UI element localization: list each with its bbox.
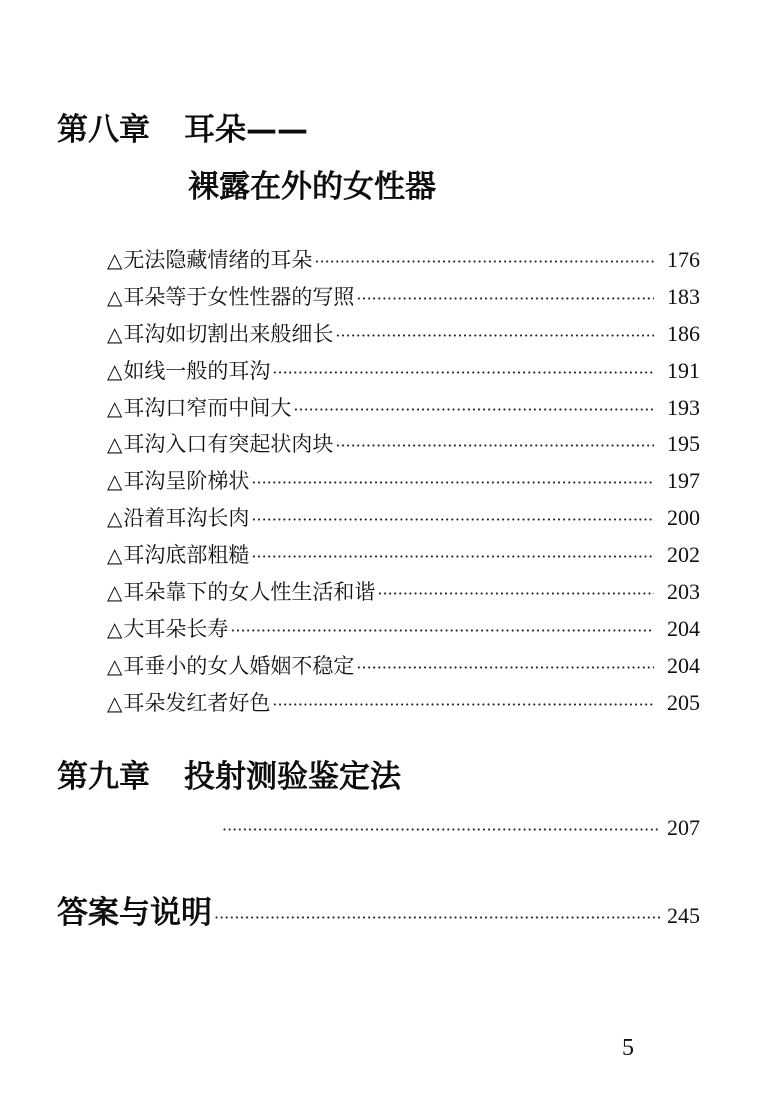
dot-leader bbox=[251, 547, 654, 566]
dot-leader bbox=[251, 510, 654, 529]
chapter-8-entries bbox=[107, 244, 700, 724]
dot-leader bbox=[230, 621, 654, 640]
answers-page-number: 245 bbox=[667, 903, 700, 928]
chapter-8-title-line1: 耳朵—— bbox=[184, 112, 308, 148]
entry-title: 如线一般的耳沟 bbox=[123, 358, 271, 383]
entry-page-number: 197 bbox=[667, 468, 700, 494]
toc-entry bbox=[107, 539, 700, 576]
chapter-8-title-line2: 裸露在外的女性器 bbox=[188, 169, 436, 205]
page-folio: 5 bbox=[622, 1035, 634, 1061]
chapter-8-label: 第八章 bbox=[57, 112, 150, 148]
toc-entry bbox=[107, 613, 700, 650]
triangle-marker-icon: △ bbox=[107, 616, 123, 641]
entry-title: 无法隐藏情绪的耳朵 bbox=[123, 248, 313, 272]
entry-page-number: 191 bbox=[667, 357, 700, 383]
triangle-marker-icon: △ bbox=[107, 653, 123, 678]
triangle-marker-icon: △ bbox=[107, 506, 123, 531]
entry-title: 耳沟口窄而中间大 bbox=[123, 395, 292, 420]
entry-title: 耳朵等于女性性器的写照 bbox=[123, 284, 355, 309]
dot-leader bbox=[377, 584, 654, 603]
chapter-9-entry bbox=[222, 815, 700, 841]
triangle-marker-icon: △ bbox=[107, 543, 123, 568]
toc-entry bbox=[107, 650, 700, 687]
entry-title: 耳朵发红者好色 bbox=[123, 690, 271, 715]
dot-leader bbox=[356, 658, 654, 677]
triangle-marker-icon: △ bbox=[107, 432, 123, 457]
entry-page-number: 195 bbox=[667, 431, 700, 457]
dot-leader bbox=[222, 820, 660, 839]
chapter-9-page-number: 207 bbox=[667, 815, 700, 840]
entry-title: 耳沟底部粗糙 bbox=[123, 543, 250, 568]
entry-page-number: 183 bbox=[667, 283, 700, 309]
entry-title: 耳朵靠下的女人性生活和谐 bbox=[123, 580, 376, 605]
entry-page-number: 200 bbox=[667, 505, 700, 531]
triangle-marker-icon: △ bbox=[107, 284, 123, 309]
dot-leader bbox=[314, 252, 654, 271]
dot-leader bbox=[293, 400, 654, 419]
dot-leader bbox=[251, 473, 654, 492]
triangle-marker-icon: △ bbox=[107, 248, 123, 272]
chapter-9-heading bbox=[57, 757, 401, 797]
dot-leader bbox=[272, 363, 654, 382]
entry-title: 大耳朵长寿 bbox=[123, 616, 229, 641]
entry-title: 耳沟如切割出来般细长 bbox=[123, 321, 334, 346]
triangle-marker-icon: △ bbox=[107, 580, 123, 605]
triangle-marker-icon: △ bbox=[107, 469, 123, 494]
toc-entry bbox=[107, 318, 700, 355]
toc-entry bbox=[107, 355, 700, 392]
toc-entry bbox=[107, 281, 700, 318]
answers-title: 答案与说明 bbox=[57, 895, 212, 931]
entry-title: 耳垂小的女人婚姻不稳定 bbox=[123, 653, 355, 678]
dot-leader bbox=[214, 908, 660, 927]
dot-leader bbox=[335, 326, 654, 345]
entry-page-number: 204 bbox=[667, 652, 700, 678]
triangle-marker-icon: △ bbox=[107, 395, 123, 420]
entry-page-number: 176 bbox=[667, 247, 700, 272]
entry-title: 耳沟呈阶梯状 bbox=[123, 469, 250, 494]
dot-leader bbox=[272, 695, 654, 714]
entry-page-number: 202 bbox=[667, 542, 700, 568]
toc-entry bbox=[107, 465, 700, 502]
entry-page-number: 193 bbox=[667, 394, 700, 420]
entry-page-number: 205 bbox=[667, 689, 700, 715]
triangle-marker-icon: △ bbox=[107, 690, 123, 715]
toc-entry bbox=[107, 428, 700, 465]
toc-entry bbox=[107, 392, 700, 429]
dot-leader bbox=[335, 436, 654, 455]
triangle-marker-icon: △ bbox=[107, 358, 123, 383]
toc-entry bbox=[107, 576, 700, 613]
answers-entry bbox=[57, 887, 700, 932]
entry-page-number: 203 bbox=[667, 579, 700, 605]
toc-entry bbox=[107, 502, 700, 539]
entry-title: 耳沟入口有突起状肉块 bbox=[123, 432, 334, 457]
chapter-8-heading bbox=[57, 110, 308, 150]
entry-page-number: 204 bbox=[667, 615, 700, 641]
chapter-9-label: 第九章 bbox=[57, 759, 150, 795]
dot-leader bbox=[356, 289, 654, 308]
entry-title: 沿着耳沟长肉 bbox=[123, 506, 250, 531]
triangle-marker-icon: △ bbox=[107, 321, 123, 346]
toc-entry bbox=[107, 687, 700, 724]
chapter-9-title: 投射测验鉴定法 bbox=[184, 759, 401, 795]
toc-entry bbox=[107, 244, 700, 281]
entry-page-number: 186 bbox=[667, 320, 700, 346]
